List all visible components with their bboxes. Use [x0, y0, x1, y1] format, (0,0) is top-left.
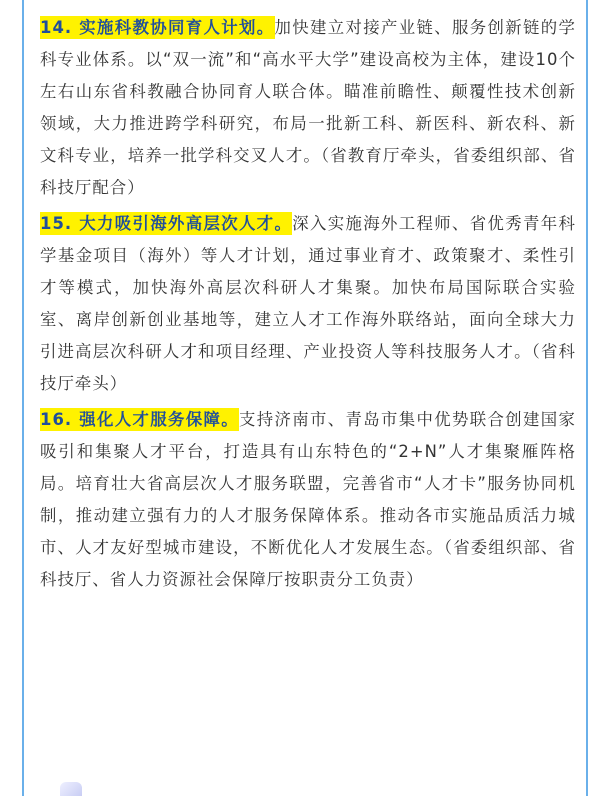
- policy-body: 深入实施海外工程师、省优秀青年科学基金项目（海外）等人才计划，通过事业育才、政策聚才、柔性引才等模式，加快海外高层次科研人才集聚。加快布局国际联合实验室、离岸创新创业基地等，建立人才工作海外联络站，面向全球大力引进高层次科研人才和项目经理、产业投资人等科技服务人才。（省科技厅牵头）: [40, 214, 576, 393]
- policy-heading: 15. 大力吸引海外高层次人才。: [40, 214, 293, 233]
- policy-heading: 14. 实施科教协同育人计划。: [40, 18, 275, 37]
- policy-paragraph: [40, 404, 576, 596]
- policy-body: 支持济南市、青岛市集中优势联合创建国家吸引和集聚人才平台，打造具有山东特色的“2+N”人才集聚雁阵格局。培育壮大省高层次人才服务联盟，完善省市“人才卡”服务协同机制，推动建立强有力的人才服务保障体系。推动各市实施品质活力城市、人才友好型城市建设，不断优化人才发展生态。（省委组织部、省科技厅、省人力资源社会保障厅按职责分工负责）: [40, 410, 576, 589]
- policy-body: 加快建立对接产业链、服务创新链的学科专业体系。以“双一流”和“高水平大学”建设高校为主体，建设10个左右山东省科教融合协同育人联合体。瞄准前瞻性、颠覆性技术创新领域，大力推进跨学科研究，布局一批新工科、新医科、新农科、新文科专业，培养一批学科交叉人才。（省教育厅牵头，省委组织部、省科技厅配合）: [40, 18, 576, 197]
- policy-paragraph: [40, 12, 576, 204]
- decorative-corner-graphic: [60, 782, 82, 796]
- policy-paragraph: [40, 208, 576, 400]
- policy-item-15: [40, 208, 576, 400]
- policy-heading: 16. 强化人才服务保障。: [40, 410, 240, 429]
- policy-item-14: [40, 12, 576, 204]
- policy-item-16: [40, 404, 576, 596]
- article-content: [40, 12, 576, 600]
